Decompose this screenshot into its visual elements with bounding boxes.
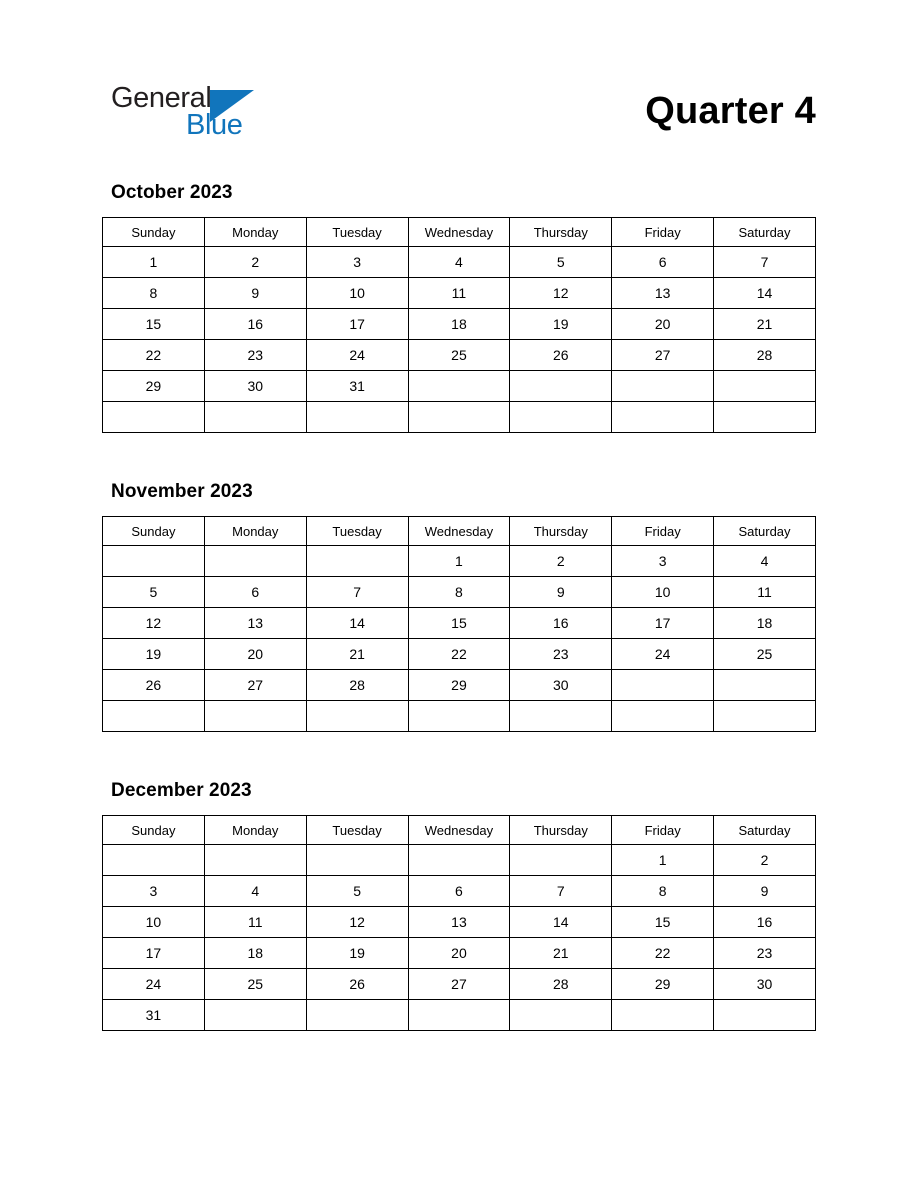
day-cell: 4	[408, 247, 510, 278]
day-cell: 13	[204, 608, 306, 639]
day-cell: 30	[510, 670, 612, 701]
month-section-december	[102, 781, 816, 1031]
day-cell: 2	[714, 845, 816, 876]
day-cell: 14	[510, 907, 612, 938]
day-cell	[714, 371, 816, 402]
weekday-header-monday: Monday	[204, 517, 306, 546]
day-cell: 22	[408, 639, 510, 670]
day-cell: 18	[714, 608, 816, 639]
day-cell	[612, 670, 714, 701]
weekday-header-thursday: Thursday	[510, 816, 612, 845]
day-cell: 20	[612, 309, 714, 340]
day-cell: 17	[306, 309, 408, 340]
day-cell: 31	[103, 1000, 205, 1031]
day-cell	[204, 546, 306, 577]
day-cell: 25	[714, 639, 816, 670]
day-cell: 11	[204, 907, 306, 938]
day-cell: 8	[612, 876, 714, 907]
day-cell	[612, 402, 714, 433]
day-cell	[714, 701, 816, 732]
general-blue-logo	[111, 84, 291, 144]
day-cell: 17	[612, 608, 714, 639]
day-cell: 14	[306, 608, 408, 639]
day-cell: 23	[204, 340, 306, 371]
day-cell: 7	[714, 247, 816, 278]
day-cell: 1	[612, 845, 714, 876]
day-cell: 16	[510, 608, 612, 639]
day-cell: 1	[103, 247, 205, 278]
day-cell: 5	[103, 577, 205, 608]
weekday-header-row	[103, 517, 816, 546]
day-cell: 3	[612, 546, 714, 577]
day-cell	[714, 1000, 816, 1031]
weekday-header-monday: Monday	[204, 816, 306, 845]
weekday-header-wednesday: Wednesday	[408, 517, 510, 546]
day-cell: 18	[408, 309, 510, 340]
day-cell: 6	[204, 577, 306, 608]
day-cell: 22	[612, 938, 714, 969]
day-cell: 21	[510, 938, 612, 969]
day-cell: 21	[714, 309, 816, 340]
day-cell	[510, 845, 612, 876]
day-cell: 28	[510, 969, 612, 1000]
day-cell: 4	[204, 876, 306, 907]
day-cell	[714, 670, 816, 701]
brand-name-blue: Blue	[186, 109, 243, 141]
day-cell: 10	[306, 278, 408, 309]
day-cell	[306, 701, 408, 732]
weekday-header-row	[103, 816, 816, 845]
day-cell: 29	[103, 371, 205, 402]
day-cell: 11	[408, 278, 510, 309]
month-title: November 2023	[111, 481, 253, 502]
day-cell	[204, 402, 306, 433]
day-cell: 24	[103, 969, 205, 1000]
day-cell	[103, 402, 205, 433]
weekday-header-sunday: Sunday	[103, 816, 205, 845]
day-cell: 2	[204, 247, 306, 278]
weekday-header-tuesday: Tuesday	[306, 218, 408, 247]
calendar-week-row	[103, 340, 816, 371]
day-cell	[612, 701, 714, 732]
month-title: December 2023	[111, 780, 252, 801]
weekday-header-friday: Friday	[612, 517, 714, 546]
day-cell	[510, 371, 612, 402]
day-cell: 26	[103, 670, 205, 701]
day-cell	[306, 546, 408, 577]
day-cell: 21	[306, 639, 408, 670]
day-cell: 27	[408, 969, 510, 1000]
day-cell: 22	[103, 340, 205, 371]
day-cell: 29	[408, 670, 510, 701]
month-section-october	[102, 183, 816, 433]
weekday-header-thursday: Thursday	[510, 218, 612, 247]
calendar-week-row	[103, 938, 816, 969]
day-cell: 9	[204, 278, 306, 309]
day-cell	[306, 845, 408, 876]
day-cell: 25	[204, 969, 306, 1000]
day-cell	[306, 402, 408, 433]
day-cell: 12	[510, 278, 612, 309]
day-cell: 19	[306, 938, 408, 969]
day-cell: 9	[510, 577, 612, 608]
day-cell: 5	[510, 247, 612, 278]
weekday-header-saturday: Saturday	[714, 218, 816, 247]
day-cell: 30	[204, 371, 306, 402]
day-cell	[103, 845, 205, 876]
day-cell	[510, 701, 612, 732]
day-cell: 13	[612, 278, 714, 309]
day-cell	[408, 701, 510, 732]
day-cell	[408, 402, 510, 433]
day-cell	[510, 1000, 612, 1031]
day-cell: 12	[103, 608, 205, 639]
weekday-header-tuesday: Tuesday	[306, 517, 408, 546]
day-cell: 31	[306, 371, 408, 402]
day-cell: 11	[714, 577, 816, 608]
day-cell: 7	[510, 876, 612, 907]
day-cell	[204, 845, 306, 876]
day-cell: 19	[510, 309, 612, 340]
day-cell: 29	[612, 969, 714, 1000]
calendar-week-row	[103, 670, 816, 701]
calendar-week-row	[103, 608, 816, 639]
day-cell: 14	[714, 278, 816, 309]
day-cell: 28	[306, 670, 408, 701]
calendar-week-row	[103, 969, 816, 1000]
weekday-header-thursday: Thursday	[510, 517, 612, 546]
calendar-week-row	[103, 546, 816, 577]
weekday-header-sunday: Sunday	[103, 517, 205, 546]
weekday-header-sunday: Sunday	[103, 218, 205, 247]
day-cell: 26	[306, 969, 408, 1000]
page-header	[0, 0, 918, 170]
day-cell	[612, 1000, 714, 1031]
calendar-table-december	[102, 815, 816, 1031]
day-cell: 13	[408, 907, 510, 938]
day-cell: 20	[204, 639, 306, 670]
day-cell: 6	[408, 876, 510, 907]
calendar-week-row	[103, 907, 816, 938]
day-cell: 7	[306, 577, 408, 608]
day-cell: 2	[510, 546, 612, 577]
calendar-week-row	[103, 1000, 816, 1031]
day-cell: 30	[714, 969, 816, 1000]
day-cell: 23	[714, 938, 816, 969]
day-cell: 3	[306, 247, 408, 278]
day-cell: 8	[103, 278, 205, 309]
day-cell: 19	[103, 639, 205, 670]
calendar-week-row	[103, 278, 816, 309]
day-cell	[306, 1000, 408, 1031]
calendar-week-row	[103, 701, 816, 732]
day-cell: 27	[204, 670, 306, 701]
month-section-november	[102, 482, 816, 732]
calendar-table-october	[102, 217, 816, 433]
day-cell: 26	[510, 340, 612, 371]
day-cell	[204, 1000, 306, 1031]
calendar-week-row	[103, 402, 816, 433]
calendar-week-row	[103, 845, 816, 876]
day-cell	[204, 701, 306, 732]
day-cell	[103, 701, 205, 732]
day-cell: 17	[103, 938, 205, 969]
day-cell: 10	[103, 907, 205, 938]
day-cell	[612, 371, 714, 402]
weekday-header-saturday: Saturday	[714, 816, 816, 845]
weekday-header-tuesday: Tuesday	[306, 816, 408, 845]
calendar-week-row	[103, 639, 816, 670]
day-cell: 15	[103, 309, 205, 340]
day-cell: 27	[612, 340, 714, 371]
page-title: Quarter 4	[645, 90, 816, 132]
day-cell: 16	[714, 907, 816, 938]
day-cell	[103, 546, 205, 577]
day-cell: 20	[408, 938, 510, 969]
day-cell	[408, 1000, 510, 1031]
weekday-header-wednesday: Wednesday	[408, 218, 510, 247]
day-cell: 3	[103, 876, 205, 907]
day-cell: 5	[306, 876, 408, 907]
weekday-header-friday: Friday	[612, 816, 714, 845]
day-cell: 25	[408, 340, 510, 371]
day-cell: 4	[714, 546, 816, 577]
day-cell: 10	[612, 577, 714, 608]
weekday-header-wednesday: Wednesday	[408, 816, 510, 845]
day-cell: 1	[408, 546, 510, 577]
day-cell: 23	[510, 639, 612, 670]
day-cell	[510, 402, 612, 433]
calendar-week-row	[103, 309, 816, 340]
day-cell: 24	[306, 340, 408, 371]
day-cell: 28	[714, 340, 816, 371]
day-cell	[408, 371, 510, 402]
weekday-header-saturday: Saturday	[714, 517, 816, 546]
day-cell	[408, 845, 510, 876]
weekday-header-friday: Friday	[612, 218, 714, 247]
calendar-week-row	[103, 577, 816, 608]
brand-name-general: General	[111, 82, 212, 114]
weekday-header-row	[103, 218, 816, 247]
day-cell: 15	[408, 608, 510, 639]
calendar-week-row	[103, 247, 816, 278]
day-cell: 24	[612, 639, 714, 670]
day-cell: 8	[408, 577, 510, 608]
calendar-week-row	[103, 371, 816, 402]
day-cell: 16	[204, 309, 306, 340]
day-cell: 15	[612, 907, 714, 938]
weekday-header-monday: Monday	[204, 218, 306, 247]
day-cell: 12	[306, 907, 408, 938]
calendar-week-row	[103, 876, 816, 907]
month-title: October 2023	[111, 182, 233, 203]
day-cell: 9	[714, 876, 816, 907]
day-cell: 18	[204, 938, 306, 969]
day-cell	[714, 402, 816, 433]
calendar-table-november	[102, 516, 816, 732]
day-cell: 6	[612, 247, 714, 278]
